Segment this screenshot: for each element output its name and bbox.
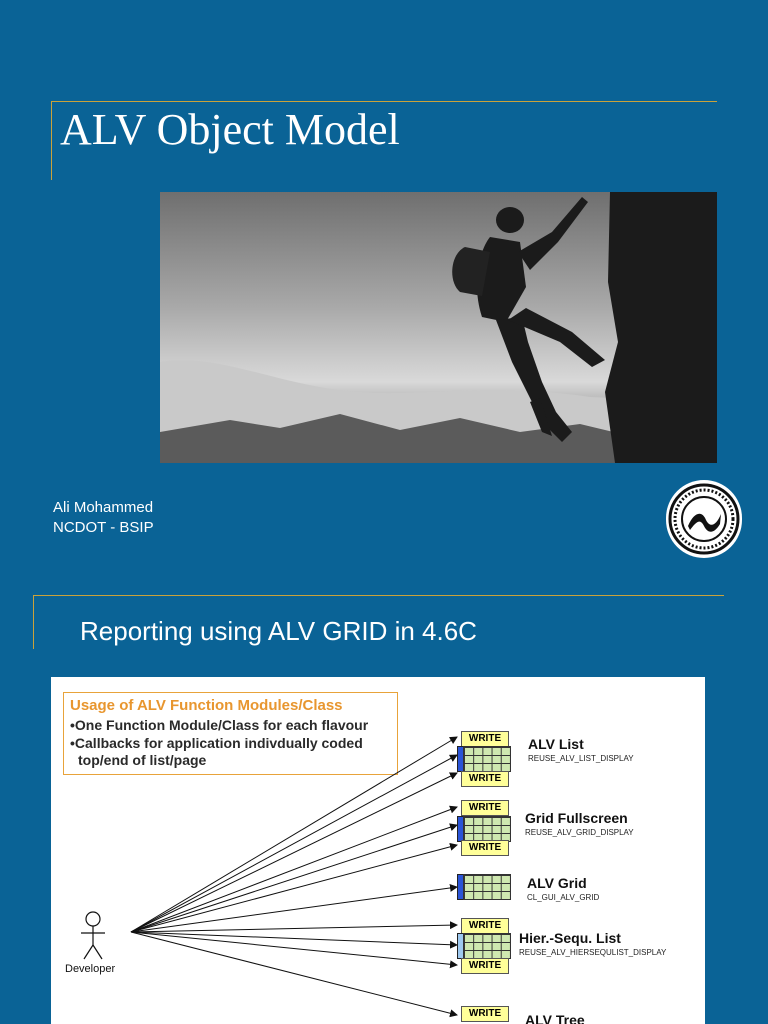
flavour-name: ALV Grid bbox=[527, 875, 587, 891]
write-box: WRITE bbox=[461, 771, 509, 787]
climber-photo bbox=[160, 192, 717, 463]
author-name: Ali Mohammed bbox=[53, 499, 154, 516]
grid-icon bbox=[463, 746, 511, 772]
author-org: NCDOT - BSIP bbox=[53, 519, 154, 536]
callout-bullet: •Callbacks for application indivdually coded bbox=[70, 735, 363, 751]
write-box: WRITE bbox=[461, 918, 509, 934]
flavour-module: REUSE_ALV_HIERSEQULIST_DISPLAY bbox=[519, 948, 667, 957]
callout-bullet: •One Function Module/Class for each flavour bbox=[70, 717, 369, 733]
write-box: WRITE bbox=[461, 800, 509, 816]
write-box: WRITE bbox=[461, 1006, 509, 1022]
flavour-module: CL_GUI_ALV_GRID bbox=[527, 893, 600, 902]
slide-title: ALV Object Model bbox=[60, 105, 400, 154]
grid-icon bbox=[463, 816, 511, 842]
flavour-name: ALV Tree bbox=[525, 1012, 585, 1024]
flavour-module: REUSE_ALV_LIST_DISPLAY bbox=[528, 754, 634, 763]
slide2-title: Reporting using ALV GRID in 4.6C bbox=[80, 616, 477, 646]
flavour-name: ALV List bbox=[528, 736, 584, 752]
ncdot-seal-logo bbox=[666, 480, 742, 558]
author-block bbox=[53, 498, 154, 538]
seal-emblem-icon bbox=[666, 480, 742, 558]
callout-heading: Usage of ALV Function Modules/Class bbox=[70, 697, 343, 714]
callout-bullet-continuation: top/end of list/page bbox=[78, 752, 207, 768]
flavour-module: REUSE_ALV_GRID_DISPLAY bbox=[525, 828, 634, 837]
write-box: WRITE bbox=[461, 958, 509, 974]
climber-silhouette-image bbox=[160, 192, 717, 463]
developer-actor-icon bbox=[81, 912, 105, 959]
flavour-name: Grid Fullscreen bbox=[525, 810, 628, 826]
alv-flavours-diagram bbox=[51, 677, 705, 1024]
write-box: WRITE bbox=[461, 731, 509, 747]
callout-bullet-text: One Function Module/Class for each flavour bbox=[74, 717, 369, 733]
developer-label: Developer bbox=[65, 963, 116, 975]
grid-icon bbox=[463, 874, 511, 900]
flavour-name: Hier.-Sequ. List bbox=[519, 930, 621, 946]
arrow-lines bbox=[51, 677, 705, 1024]
write-box: WRITE bbox=[461, 840, 509, 856]
callout-bullet-text: Callbacks for application indivdually coded bbox=[74, 735, 363, 751]
grid-icon bbox=[463, 933, 511, 959]
